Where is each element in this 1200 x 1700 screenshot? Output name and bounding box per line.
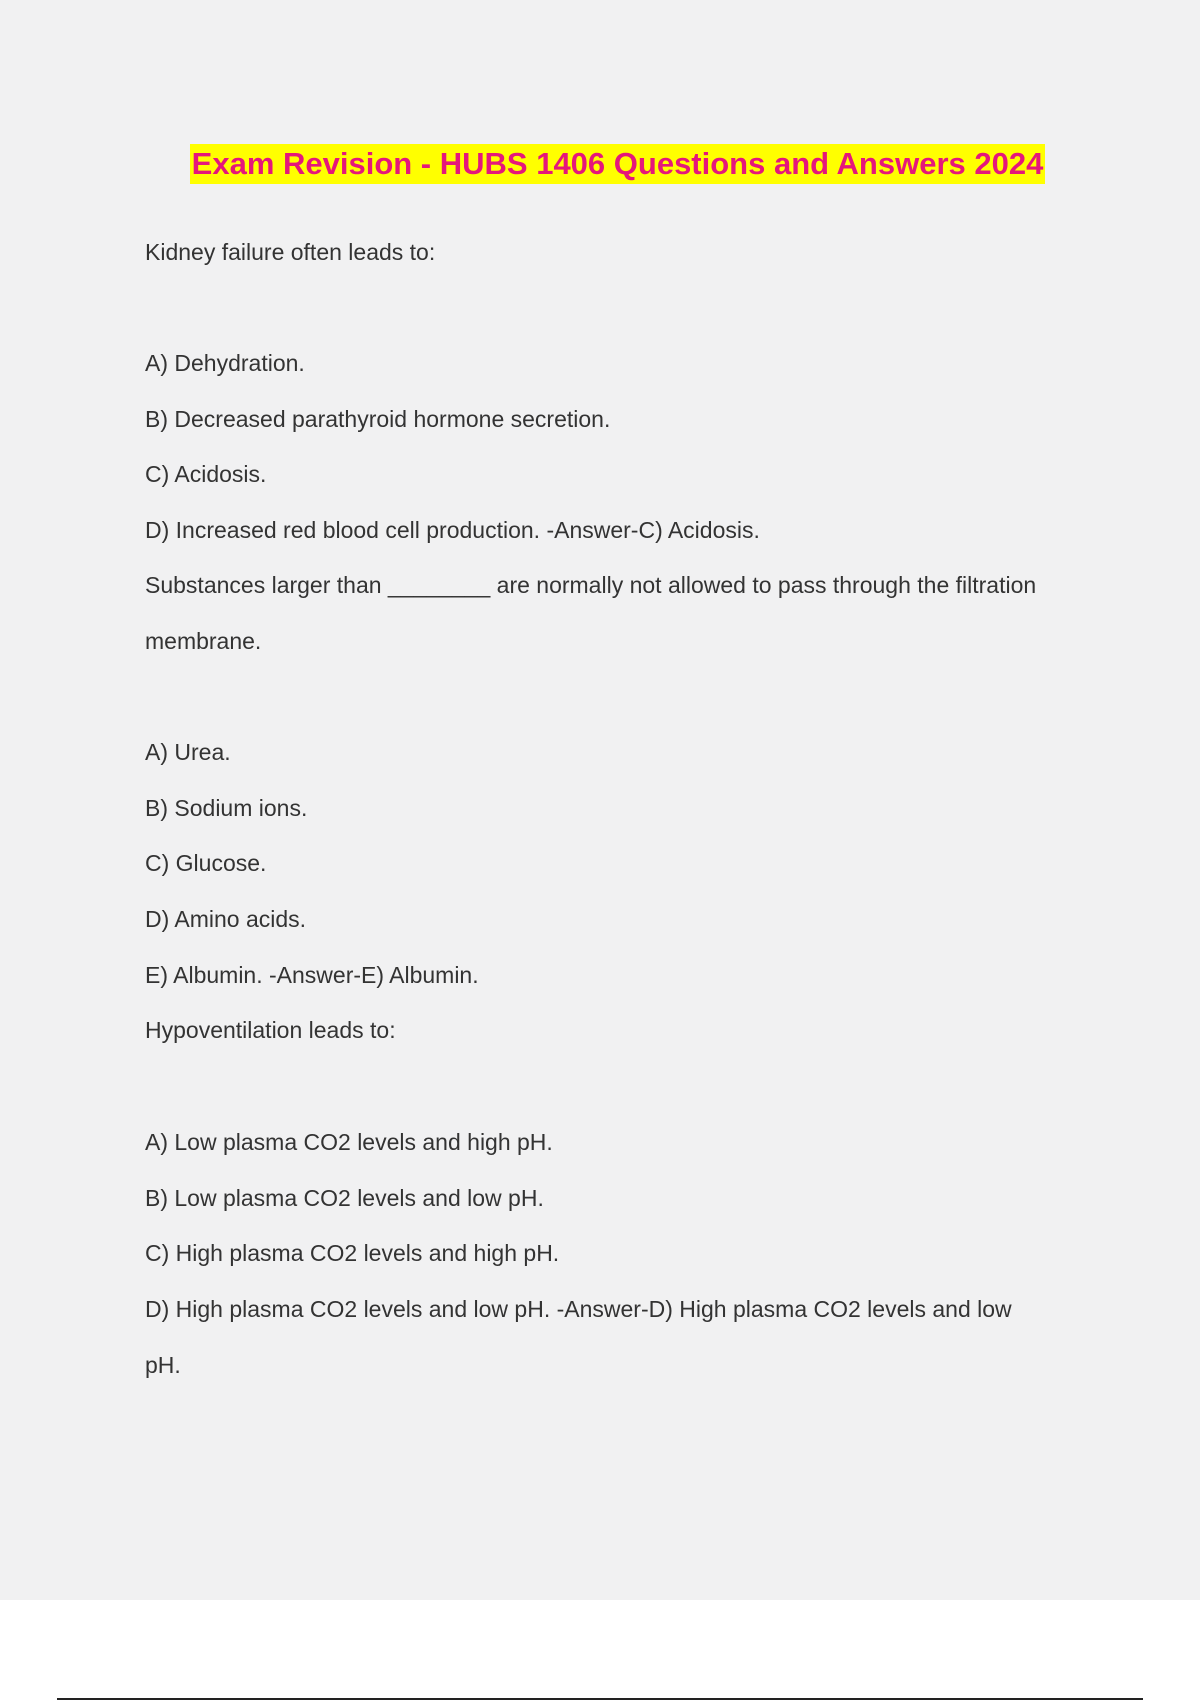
question-2-option-e-answer: E) Albumin. -Answer-E) Albumin. <box>145 962 479 988</box>
question-2-prompt-line-1: Substances larger than ________ are normally not allowed to pass through the filtration <box>145 572 1037 598</box>
page-footer-area <box>0 1600 1200 1700</box>
question-3-option-d-answer: D) High plasma CO2 levels and low pH. -Answer-D) High plasma CO2 levels and low <box>145 1296 1012 1322</box>
question-3-prompt: Hypoventilation leads to: <box>145 1017 396 1043</box>
question-3-option-d-answer-continued: pH. <box>145 1352 181 1378</box>
question-1-option-a: A) Dehydration. <box>145 350 305 376</box>
question-3-option-a: A) Low plasma CO2 levels and high pH. <box>145 1129 553 1155</box>
question-3-option-c: C) High plasma CO2 levels and high pH. <box>145 1240 560 1266</box>
question-2-option-b: B) Sodium ions. <box>145 795 308 821</box>
question-2-option-a: A) Urea. <box>145 739 231 765</box>
question-2-option-d: D) Amino acids. <box>145 906 307 932</box>
question-1-option-c: C) Acidosis. <box>145 461 267 487</box>
document-title: Exam Revision - HUBS 1406 Questions and Answers 2024 <box>190 144 1046 184</box>
question-1-option-d-answer: D) Increased red blood cell production. -Answer-C) Acidosis. <box>145 517 760 543</box>
question-2-prompt-line-2: membrane. <box>145 628 262 654</box>
question-2-option-c: C) Glucose. <box>145 850 267 876</box>
question-1-option-b: B) Decreased parathyroid hormone secretion. <box>145 406 611 432</box>
question-3-option-b: B) Low plasma CO2 levels and low pH. <box>145 1185 544 1211</box>
question-1-prompt: Kidney failure often leads to: <box>145 239 436 265</box>
title-block <box>145 144 1090 186</box>
